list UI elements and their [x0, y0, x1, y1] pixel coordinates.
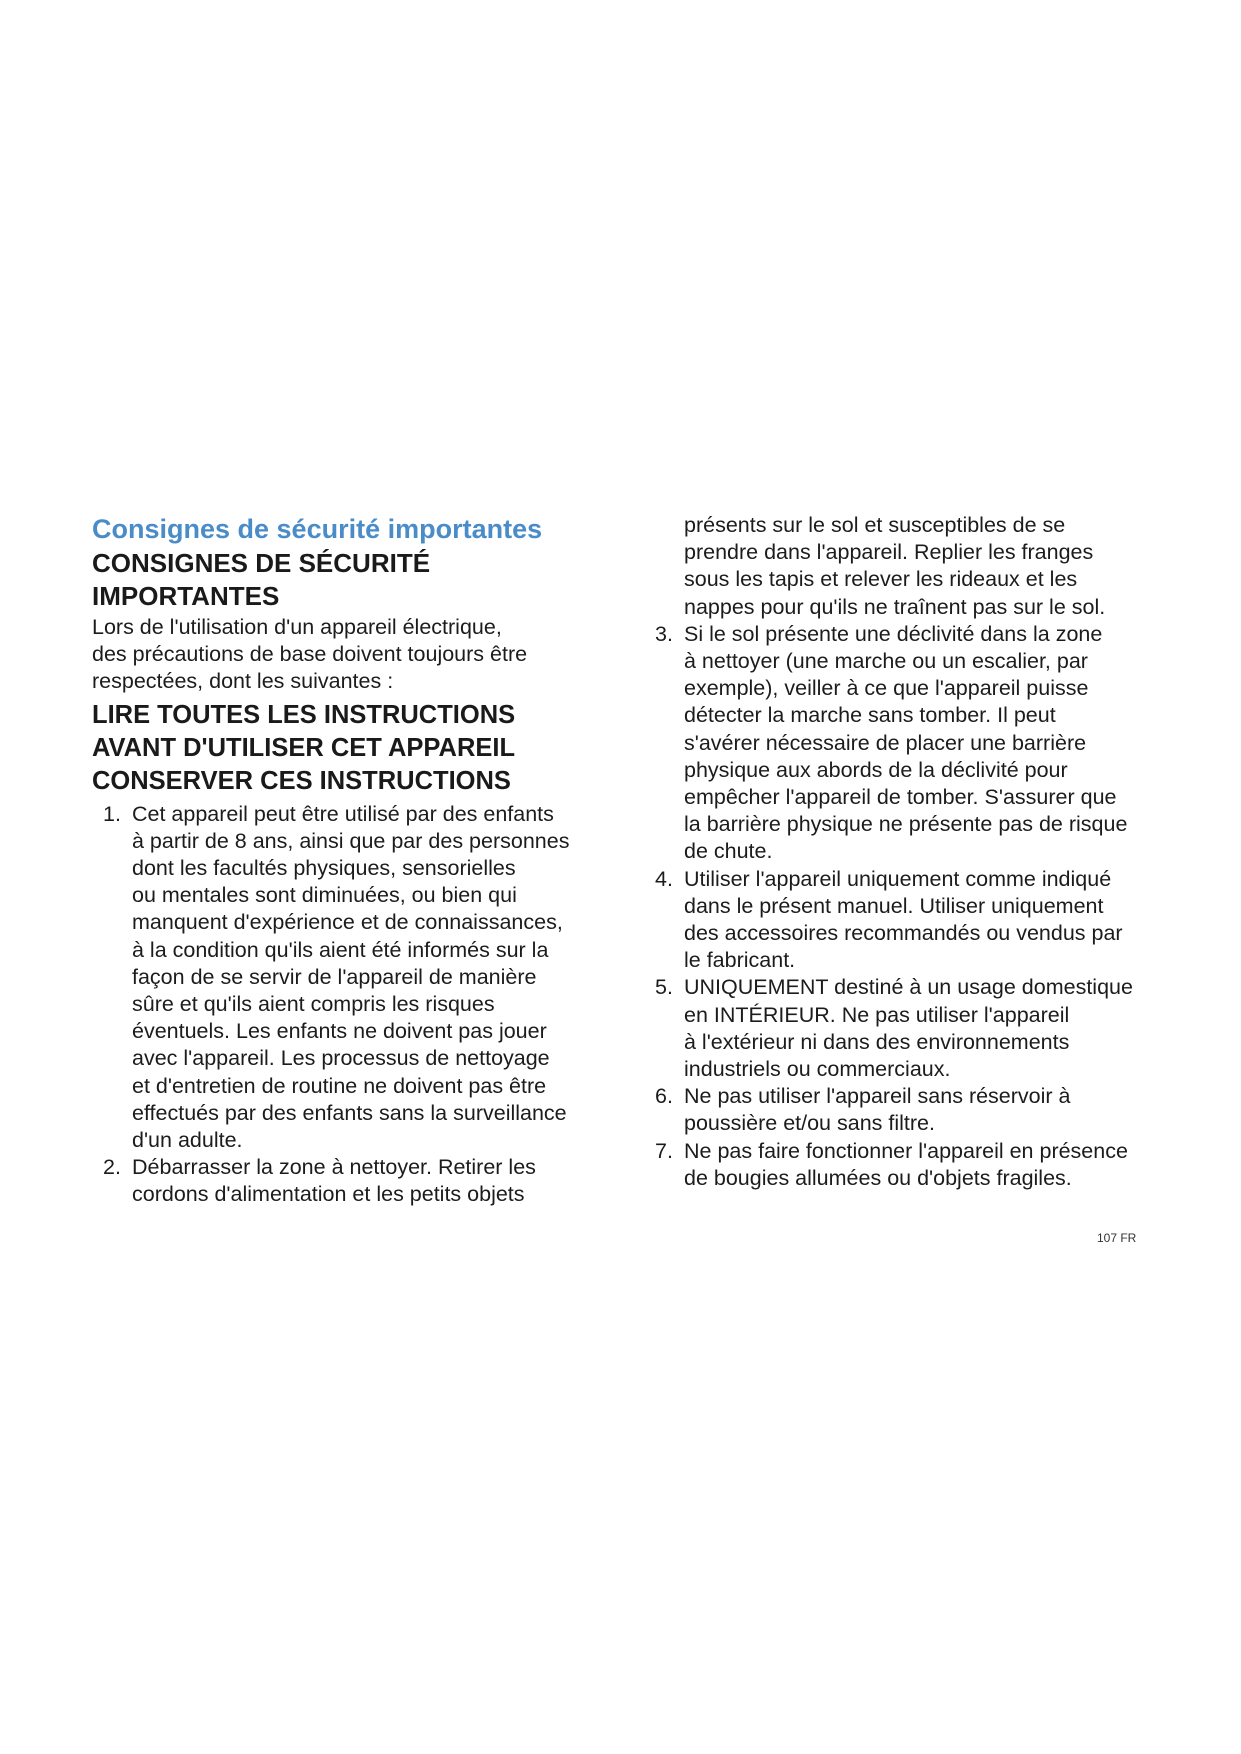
list-line: détecter la marche sans tomber. Il peut: [684, 703, 1056, 728]
list-line: Débarrasser la zone à nettoyer. Retirer les: [132, 1155, 536, 1180]
list-line: en INTÉRIEUR. Ne pas utiliser l'appareil: [684, 1002, 1070, 1027]
callout-line: LIRE TOUTES LES INSTRUCTIONS: [92, 700, 516, 729]
list-line: la barrière physique ne présente pas de risque: [684, 812, 1128, 837]
list-line: cordons d'alimentation et les petits objets: [132, 1182, 525, 1207]
callout-line: AVANT D'UTILISER CET APPAREIL: [92, 733, 516, 762]
list-line: sous les tapis et relever les rideaux et les: [684, 567, 1078, 592]
list-item-3: [652, 621, 1162, 866]
list-line: Ne pas faire fonctionner l'appareil en présence: [684, 1138, 1128, 1163]
list-line: le fabricant.: [684, 948, 796, 973]
list-line: manquent d'expérience et de connaissances,: [132, 910, 563, 935]
list-line: effectués par des enfants sans la surveillance: [132, 1100, 567, 1125]
list-line: UNIQUEMENT destiné à un usage domestique: [684, 975, 1133, 1000]
list-line: Si le sol présente une déclivité dans la zone: [684, 621, 1103, 646]
intro-paragraph: [92, 614, 612, 696]
list-line: à la condition qu'ils aient été informés sur la: [132, 937, 549, 962]
list-item-6: [652, 1083, 1162, 1137]
list-item-2: [92, 1154, 612, 1208]
callout-line: CONSERVER CES INSTRUCTIONS: [92, 766, 511, 795]
list-line: industriels ou commerciaux.: [684, 1057, 951, 1082]
list-line: s'avérer nécessaire de placer une barrière: [684, 730, 1087, 755]
list-line: dans le présent manuel. Utiliser uniquement: [684, 893, 1104, 918]
list-item-2-continuation: [684, 512, 1162, 621]
list-line: Ne pas utiliser l'appareil sans réservoir à: [684, 1084, 1071, 1109]
list-number: 4.: [655, 866, 673, 891]
list-line: à partir de 8 ans, ainsi que par des personnes: [132, 828, 570, 853]
list-item-7: [652, 1138, 1162, 1192]
list-line: présents sur le sol et susceptibles de se: [684, 513, 1066, 537]
list-line: à nettoyer (une marche ou un escalier, par: [684, 649, 1088, 674]
list-line: de chute.: [684, 839, 773, 864]
list-line: de bougies allumées ou d'objets fragiles.: [684, 1165, 1072, 1190]
list-number: 6.: [655, 1084, 673, 1109]
list-line: éventuels. Les enfants ne doivent pas jouer: [132, 1019, 547, 1044]
list-line: nappes pour qu'ils ne traînent pas sur le sol.: [684, 594, 1106, 619]
list-number: 7.: [655, 1138, 673, 1163]
list-item-1: [92, 801, 612, 1155]
list-line: façon de se servir de l'appareil de manière: [132, 964, 537, 989]
left-column: [92, 512, 612, 1209]
list-number: 3.: [655, 621, 673, 646]
heading-line: IMPORTANTES: [92, 581, 280, 611]
list-item-5: [652, 974, 1162, 1083]
instruction-callout: [92, 699, 612, 798]
list-line: empêcher l'appareil de tomber. S'assurer que: [684, 785, 1117, 810]
list-number: 2.: [103, 1155, 121, 1180]
list-number: 5.: [655, 975, 673, 1000]
page-number: 107 FR: [1097, 1231, 1137, 1245]
list-line: d'un adulte.: [132, 1128, 243, 1153]
list-line: avec l'appareil. Les processus de nettoyage: [132, 1046, 550, 1071]
list-line: sûre et qu'ils aient compris les risques: [132, 992, 495, 1017]
list-line: exemple), veiller à ce que l'appareil puisse: [684, 676, 1089, 701]
list-item-4: [652, 866, 1162, 975]
list-line: à l'extérieur ni dans des environnements: [684, 1029, 1070, 1054]
list-line: et d'entretien de routine ne doivent pas être: [132, 1073, 547, 1098]
list-number: 1.: [103, 801, 121, 826]
list-line: poussière et/ou sans filtre.: [684, 1111, 935, 1136]
list-line: Cet appareil peut être utilisé par des enfants: [132, 801, 554, 826]
intro-line: des précautions de base doivent toujours être: [92, 642, 528, 667]
intro-line: Lors de l'utilisation d'un appareil électrique,: [92, 615, 502, 639]
intro-line: respectées, dont les suivantes :: [92, 669, 394, 694]
list-line: Utiliser l'appareil uniquement comme indiqué: [684, 866, 1112, 891]
heading-line: CONSIGNES DE SÉCURITÉ: [92, 548, 431, 578]
list-line: prendre dans l'appareil. Replier les franges: [684, 540, 1094, 565]
list-line: des accessoires recommandés ou vendus par: [684, 921, 1123, 946]
right-column: [652, 512, 1162, 1192]
section-title: Consignes de sécurité importantes: [92, 514, 543, 544]
list-line: ou mentales sont diminuées, ou bien qui: [132, 883, 517, 908]
list-line: physique aux abords de la déclivité pour: [684, 757, 1068, 782]
main-heading: [92, 547, 612, 613]
list-line: dont les facultés physiques, sensorielles: [132, 856, 516, 881]
